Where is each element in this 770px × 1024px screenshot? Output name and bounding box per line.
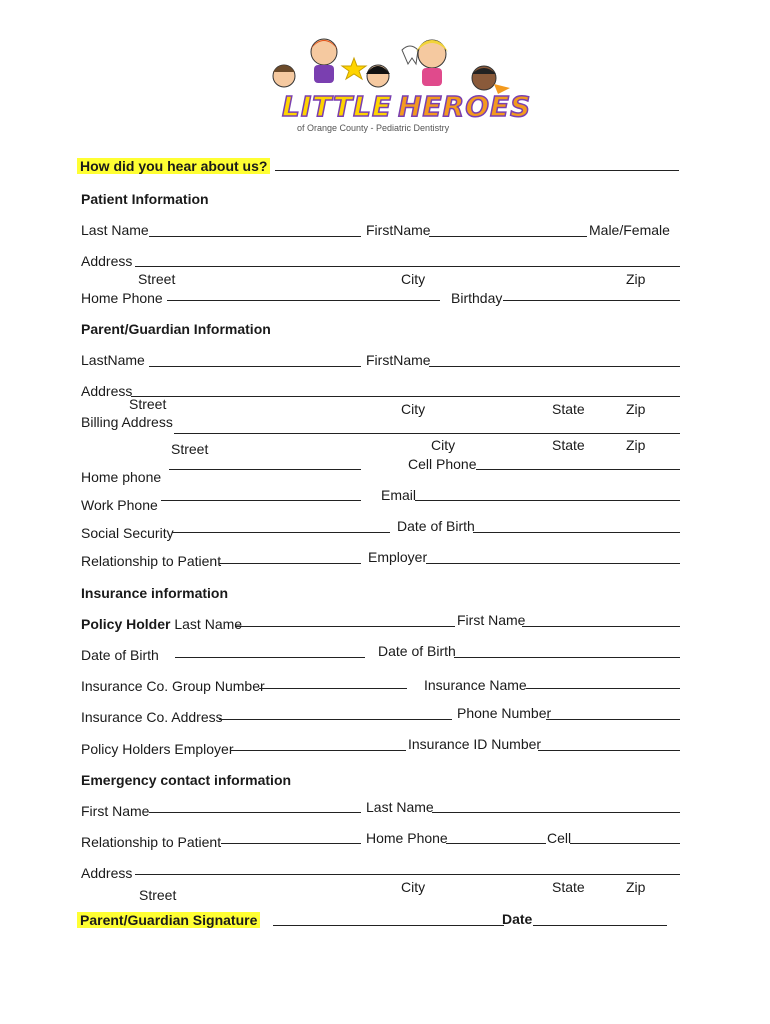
emergency-first-name-label: First Name bbox=[81, 803, 150, 819]
signature-date-label: Date bbox=[502, 911, 533, 927]
billing-address-field[interactable] bbox=[174, 433, 680, 434]
patient-address-field[interactable] bbox=[135, 266, 680, 267]
policy-holder-last-name-label: Policy Holder Last Name bbox=[81, 616, 243, 632]
emergency-cell-label: Cell bbox=[547, 830, 572, 846]
emergency-relationship-label: Relationship to Patient bbox=[81, 834, 222, 850]
guardian-relationship-label: Relationship to Patient bbox=[81, 553, 222, 569]
billing-city-label: City bbox=[431, 437, 456, 453]
insurance-id-field[interactable] bbox=[538, 750, 680, 751]
billing-address-label: Billing Address bbox=[81, 414, 173, 430]
policy-holder-employer-field[interactable] bbox=[230, 750, 406, 751]
signature-field[interactable] bbox=[273, 925, 504, 926]
guardian-relationship-field[interactable] bbox=[219, 563, 361, 564]
guardian-address-field[interactable] bbox=[131, 396, 680, 397]
emergency-heading: Emergency contact information bbox=[81, 772, 292, 788]
guardian-ssn-field[interactable] bbox=[172, 532, 390, 533]
signature-label: Parent/Guardian Signature bbox=[77, 912, 260, 928]
emergency-street-label: Street bbox=[139, 887, 177, 903]
guardian-dob-field[interactable] bbox=[473, 532, 680, 533]
billing-state-label: State bbox=[552, 437, 585, 453]
policy-holder-first-name-label: First Name bbox=[457, 612, 526, 628]
emergency-relationship-field[interactable] bbox=[221, 843, 361, 844]
policy-holder-label: Policy Holder bbox=[81, 616, 171, 632]
insurance-name-field[interactable] bbox=[526, 688, 680, 689]
emergency-zip-label: Zip bbox=[626, 879, 646, 895]
insurance-id-label: Insurance ID Number bbox=[408, 736, 542, 752]
guardian-home-phone-label: Home phone bbox=[81, 469, 162, 485]
patient-first-name-label: FirstName bbox=[366, 222, 431, 238]
emergency-state-label: State bbox=[552, 879, 585, 895]
guardian-ssn-label: Social Security bbox=[81, 525, 174, 541]
policy-holder-dob2-label: Date of Birth bbox=[378, 643, 456, 659]
policy-holder-dob-label: Date of Birth bbox=[81, 647, 159, 663]
policy-holder-first-name-field[interactable] bbox=[522, 626, 680, 627]
patient-sex-label: Male/Female bbox=[589, 222, 670, 238]
practice-logo bbox=[262, 28, 532, 140]
emergency-home-phone-field[interactable] bbox=[446, 843, 546, 844]
guardian-dob-label: Date of Birth bbox=[397, 518, 475, 534]
insurance-name-label: Insurance Name bbox=[424, 677, 527, 693]
logo-wordmark: LITTLE HEROES bbox=[282, 90, 532, 123]
guardian-street-label: Street bbox=[129, 396, 167, 412]
emergency-city-label: City bbox=[401, 879, 426, 895]
group-number-label: Insurance Co. Group Number bbox=[81, 678, 265, 694]
guardian-cell-phone-label: Cell Phone bbox=[408, 456, 477, 472]
patient-home-phone-field[interactable] bbox=[167, 300, 440, 301]
patient-heading: Patient Information bbox=[81, 191, 209, 207]
patient-city-label: City bbox=[401, 271, 426, 287]
policy-holder-dob-field[interactable] bbox=[175, 657, 365, 658]
guardian-heading: Parent/Guardian Information bbox=[81, 321, 271, 337]
guardian-employer-label: Employer bbox=[368, 549, 428, 565]
cartoon-kids-illustration bbox=[262, 28, 512, 98]
guardian-work-phone-label: Work Phone bbox=[81, 497, 158, 513]
emergency-address-field[interactable] bbox=[135, 874, 680, 875]
referral-question: How did you hear about us? bbox=[77, 158, 270, 174]
guardian-first-name-field[interactable] bbox=[429, 366, 680, 367]
patient-street-label: Street bbox=[138, 271, 176, 287]
patient-first-name-field[interactable] bbox=[429, 236, 587, 237]
guardian-email-field[interactable] bbox=[415, 500, 680, 501]
guardian-city-label: City bbox=[401, 401, 426, 417]
guardian-home-phone-field[interactable] bbox=[169, 469, 361, 470]
emergency-cell-field[interactable] bbox=[570, 843, 680, 844]
emergency-first-name-field[interactable] bbox=[149, 812, 361, 813]
guardian-state-label: State bbox=[552, 401, 585, 417]
insurance-address-field[interactable] bbox=[219, 719, 452, 720]
patient-birthday-field[interactable] bbox=[503, 300, 680, 301]
patient-address-label: Address bbox=[81, 253, 133, 269]
insurance-phone-label: Phone Number bbox=[457, 705, 552, 721]
billing-street-label: Street bbox=[171, 441, 209, 457]
policy-holder-last-name-field[interactable] bbox=[236, 626, 455, 627]
group-number-field[interactable] bbox=[259, 688, 407, 689]
billing-zip-label: Zip bbox=[626, 437, 646, 453]
guardian-address-label: Address bbox=[81, 383, 133, 399]
guardian-email-label: Email bbox=[381, 487, 417, 503]
emergency-last-name-label: Last Name bbox=[366, 799, 434, 815]
insurance-address-label: Insurance Co. Address bbox=[81, 709, 223, 725]
guardian-employer-field[interactable] bbox=[426, 563, 680, 564]
patient-zip-label: Zip bbox=[626, 271, 646, 287]
patient-last-name-field[interactable] bbox=[149, 236, 361, 237]
signature-date-field[interactable] bbox=[533, 925, 667, 926]
emergency-last-name-field[interactable] bbox=[432, 812, 680, 813]
insurance-heading: Insurance information bbox=[81, 585, 229, 601]
guardian-work-phone-field[interactable] bbox=[161, 500, 361, 501]
emergency-home-phone-label: Home Phone bbox=[366, 830, 448, 846]
guardian-zip-label: Zip bbox=[626, 401, 646, 417]
policy-holder-dob2-field[interactable] bbox=[454, 657, 680, 658]
patient-last-name-label: Last Name bbox=[81, 222, 149, 238]
guardian-last-name-field[interactable] bbox=[149, 366, 361, 367]
emergency-address-label: Address bbox=[81, 865, 133, 881]
logo-subtitle: of Orange County - Pediatric Dentistry bbox=[297, 123, 450, 133]
insurance-phone-field[interactable] bbox=[546, 719, 680, 720]
guardian-cell-phone-field[interactable] bbox=[476, 469, 680, 470]
patient-home-phone-label: Home Phone bbox=[81, 290, 163, 306]
guardian-first-name-label: FirstName bbox=[366, 352, 431, 368]
referral-field[interactable] bbox=[275, 170, 679, 171]
guardian-last-name-label: LastName bbox=[81, 352, 145, 368]
patient-birthday-label: Birthday bbox=[451, 290, 503, 306]
policy-holder-employer-label: Policy Holders Employer bbox=[81, 741, 234, 757]
